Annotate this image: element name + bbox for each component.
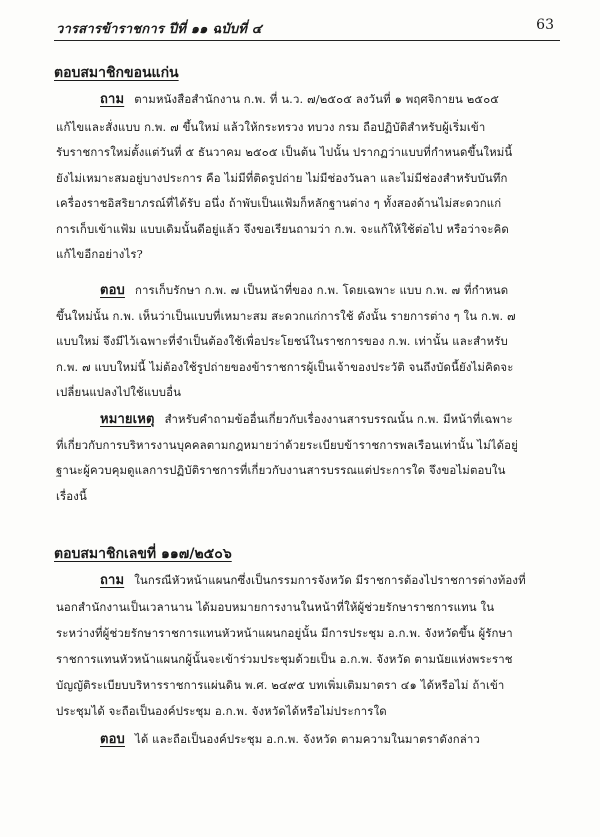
question-text: ตามหนังสือสำนักงาน ก.พ. ที่ น.ว. ๗/๒๕๐๕ ลงวันที่ ๑ พฤศจิกายน ๒๕๐๕ [134, 92, 500, 106]
note-text: สำหรับคำถามข้ออื่นเกี่ยวกับเรื่องงานสารบรรณนั้น ก.พ. มีหน้าที่เฉพาะ [164, 412, 513, 426]
journal-title: วารสารข้าราชการ ปีที่ ๑๑ ฉบับที่ ๔ [56, 22, 262, 37]
answer-text: ได้ และถือเป็นองค์ประชุม อ.ก.พ. จังหวัด ตามความในมาตราดังกล่าว [134, 732, 480, 746]
question-label: ถาม [100, 573, 125, 588]
question-line: การเก็บเข้าแฟ้ม แบบเดิมนั้นดีอยู่แล้ว จึงขอเรียนถามว่า ก.พ. จะแก้ให้ใช้ต่อไป หรือว่าจะคิด [56, 222, 509, 236]
question-line: บัญญัติระเบียบบริหารราชการแผ่นดิน พ.ศ. ๒๔๙๕ บทเพิ่มเติมมาตรา ๔๑ ได้หรือไม่ ถ้าเข้า [56, 678, 505, 692]
answer-label: ตอบ [100, 732, 125, 747]
answer-line [100, 283, 508, 298]
answer-line: เปลี่ยนแปลงไปใช้แบบอื่น [56, 385, 182, 399]
question-text: ในกรณีหัวหน้าแผนกซึ่งเป็นกรรมการจังหวัด มีราชการต้องไปราชการต่างท้องที่ [134, 573, 526, 587]
running-header [56, 14, 556, 38]
question-line [100, 92, 499, 107]
question-line: ระหว่างที่ผู้ช่วยรักษาราชการแทนหัวหน้าแผนกอยู่นั้น มีการประชุม อ.ก.พ. จังหวัดขึ้น ผู้รักษา [56, 626, 513, 640]
question-line: นอกสำนักงานเป็นเวลานาน ได้มอบหมายการงานในหน้าที่ให้ผู้ช่วยรักษาราชการแทน ใน [56, 600, 495, 614]
section-heading-member-117 [54, 543, 232, 565]
answer-text: การเก็บรักษา ก.พ. ๗ เป็นหน้าที่ของ ก.พ. โดยเฉพาะ แบบ ก.พ. ๗ ที่กำหนด [134, 283, 509, 297]
note-line: ที่เกี่ยวกับการบริหารงานบุคคลตามกฎหมายว่าด้วยระเบียบข้าราชการพลเรือนเท่านั้น ไม่ได้อยู่ [56, 438, 518, 452]
question-line: รับราชการใหม่ตั้งแต่วันที่ ๕ ธันวาคม ๒๕๐๕ เป็นต้น ไปนั้น ปรากฏว่าแบบที่กำหนดขึ้นใหม่นี้ [56, 145, 513, 159]
answer-line [100, 732, 480, 747]
question-line: แก้ไขและสั่งแบบ ก.พ. ๗ ขึ้นใหม่ แล้วให้กระทรวง ทบวง กรม ถือปฏิบัติสำหรับผู้เริ่มเข้า [56, 120, 486, 134]
section-heading-text: ตอบสมาชิกเลขที่ ๑๑๗/๒๕๐๖ [54, 546, 232, 562]
answer-line: แบบใหม่ จึงมีไว้เฉพาะที่จำเป็นต้องใช้เพื่อประโยชน์ในราชการของ ก.พ. เท่านั้น และสำหรับ [56, 334, 508, 348]
answer-line: ขึ้นใหม่นั้น ก.พ. เห็นว่าเป็นแบบที่เหมาะสม สะดวกแก่การใช้ ดังนั้น รายการต่าง ๆ ใน ก.พ. ๗ [56, 309, 516, 323]
question-line: ประชุมได้ จะถือเป็นองค์ประชุม อ.ก.พ. จังหวัดได้หรือไม่ประการใด [56, 704, 387, 718]
question-line: เครื่องราชอิสริยาภรณ์ที่ได้รับ อนึ่ง ถ้าพับเป็นแฟ้มก็หลักฐานต่าง ๆ ทั้งสองด้านไม่สะดวกแก่ [56, 196, 502, 210]
question-line [100, 573, 526, 588]
note-label: หมายเหตุ [100, 412, 155, 427]
answer-line: ก.พ. ๗ แบบใหม่นี้ ไม่ต้องใช้รูปถ่ายของข้าราชการผู้เป็นเจ้าของประวัติ จนถึงบัดนี้ยังไม่คิดจะ [56, 360, 514, 374]
question-label: ถาม [100, 92, 125, 107]
page-number: 63 [536, 17, 554, 33]
note-line: ฐานะผู้ควบคุมดูแลการปฏิบัติราชการที่เกี่ยวกับงานสารบรรณแต่ประการใด จึงขอไม่ตอบใน [56, 463, 506, 477]
note-line [100, 412, 513, 427]
section-heading-khonkaen [54, 62, 179, 84]
answer-label: ตอบ [100, 283, 125, 298]
section-heading-text: ตอบสมาชิกขอนแก่น [54, 65, 179, 81]
question-line: แก้ไขอีกอย่างไร? [56, 247, 143, 261]
header-rule [54, 40, 560, 41]
note-line: เรื่องนี้ [56, 489, 87, 503]
question-line: ราชการแทนหัวหน้าแผนกผู้นั้นจะเข้าร่วมประชุมด้วยเป็น อ.ก.พ. จังหวัด ตามนัยแห่งพระราช [56, 652, 513, 666]
question-line: ยังไม่เหมาะสมอยู่บางประการ คือ ไม่มีที่ติดรูปถ่าย ไม่มีช่องวันลา และไม่มีช่องสำหรับบันทึก [56, 171, 508, 185]
